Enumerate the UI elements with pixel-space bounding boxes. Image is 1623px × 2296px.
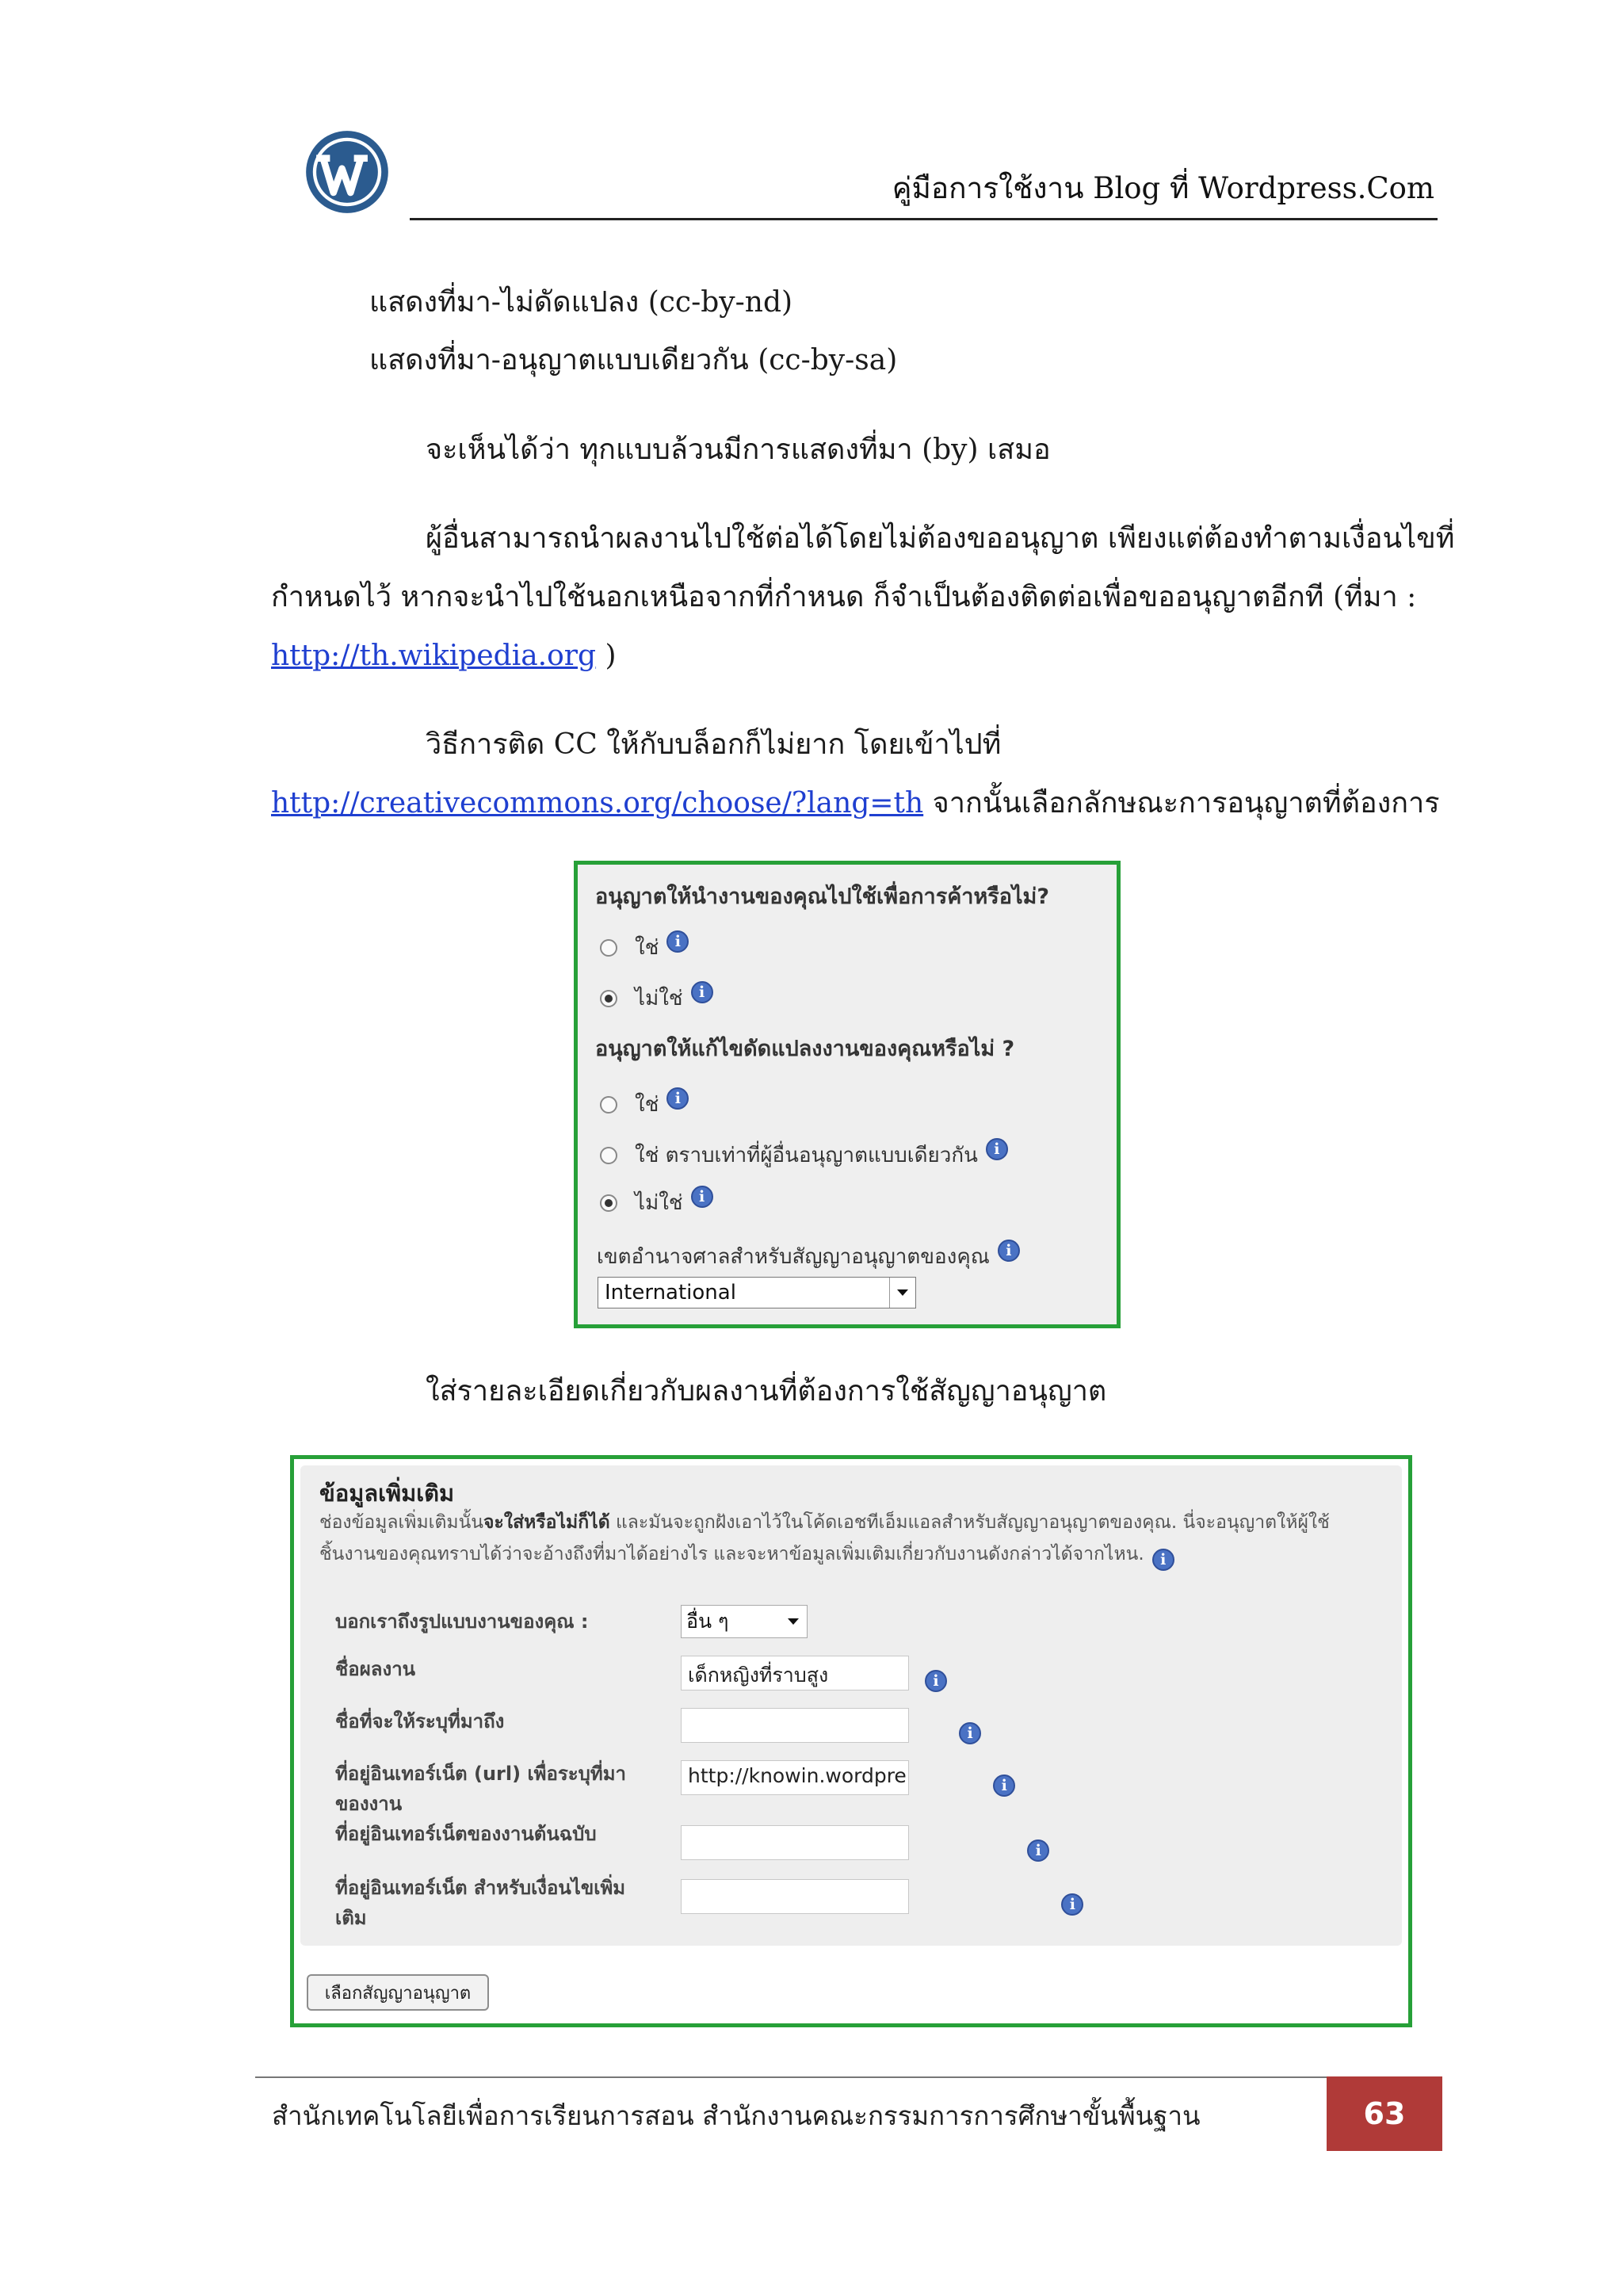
- choose-license-button[interactable]: เลือกสัญญาอนุญาต: [307, 1974, 489, 2011]
- creativecommons-link[interactable]: http://creativecommons.org/choose/?lang=th: [271, 787, 924, 819]
- source-suffix: ): [596, 640, 617, 672]
- more-permissions-label: ที่อยู่อินเทอร์เน็ต สำหรับเงื่อนไขเพิ่ม: [335, 1877, 626, 1899]
- jurisdiction-label: เขตอำนาจศาลสำหรับสัญญาอนุญาตของคุณ: [597, 1245, 990, 1269]
- info-icon[interactable]: i: [1152, 1549, 1174, 1571]
- modification-option-yes[interactable]: [600, 1088, 689, 1121]
- modification-yes-radio[interactable]: [600, 1096, 617, 1114]
- source-url-input[interactable]: [681, 1825, 909, 1860]
- jurisdiction-select[interactable]: [598, 1277, 916, 1308]
- attribution-url-label-2: ของงาน: [335, 1793, 403, 1815]
- additional-info-form: [300, 1465, 1402, 1946]
- desc-part-c: และมันจะถูกฝังเอาไว้ในโค้ดเอชทีเอ็มแอลสำหรับสัญญาอนุญาตของคุณ. นี่จะอนุญาตให้ผู้ใช้: [609, 1512, 1330, 1533]
- modification-sharealike-label: ใช่ ตราบเท่าที่ผู้อื่นอนุญาตแบบเดียวกัน: [635, 1144, 978, 1167]
- info-icon[interactable]: i: [925, 1670, 947, 1692]
- modification-no-label: ไม่ใช่: [635, 1191, 683, 1215]
- jurisdiction-row: [597, 1240, 1020, 1273]
- info-icon[interactable]: i: [691, 1186, 713, 1208]
- format-select[interactable]: [681, 1605, 808, 1638]
- license-options-panel: [574, 861, 1121, 1328]
- commercial-option-yes[interactable]: [600, 931, 689, 964]
- attribution-name-input[interactable]: [681, 1708, 909, 1743]
- wordpress-logo-icon: [304, 129, 390, 215]
- additional-info-title: ข้อมูลเพิ่มเติม: [319, 1480, 455, 1507]
- body-paragraph-line-1: ผู้อื่นสามารถนำผลงานไปใช้ต่อได้โดยไม่ต้องขออนุญาต เพียงแต่ต้องทำตามเงื่อนไขที่: [426, 522, 1455, 555]
- desc-part-b: จะใส่หรือไม่ก็ได้: [483, 1512, 610, 1533]
- desc-part-2: ชิ้นงานของคุณทราบได้ว่าจะอ้างถึงที่มาได้อย่างไร และจะหาข้อมูลเพิ่มเติมเกี่ยวกับงานดังกล่าวได้จากไหน.: [319, 1544, 1144, 1564]
- footer-text: สำนักเทคโนโลยีเพื่อการเรียนการสอน สำนักงานคณะกรรมการการศึกษาขั้นพื้นฐาน: [272, 2100, 1201, 2131]
- chevron-down-icon[interactable]: [889, 1278, 915, 1308]
- info-icon[interactable]: i: [666, 1087, 689, 1110]
- creativecommons-suffix: จากนั้นเลือกลักษณะการอนุญาตที่ต้องการ: [923, 787, 1440, 819]
- additional-info-desc-2: [319, 1538, 1174, 1570]
- wikipedia-link[interactable]: http://th.wikipedia.org: [271, 640, 597, 672]
- body-cc-howto: วิธีการติด CC ให้กับบล็อกก็ไม่ยาก โดยเข้าไปที่: [426, 728, 1002, 761]
- info-icon[interactable]: i: [1027, 1839, 1049, 1862]
- header-divider: [410, 218, 1438, 220]
- body-line-cc-by-nd: แสดงที่มา-ไม่ดัดแปลง (cc-by-nd): [369, 286, 793, 319]
- modification-yes-label: ใช่: [635, 1093, 659, 1117]
- modification-option-sharealike[interactable]: [600, 1139, 1008, 1171]
- commercial-no-label: ไม่ใช่: [635, 987, 683, 1010]
- info-icon[interactable]: i: [959, 1722, 981, 1744]
- body-line-cc-by-sa: แสดงที่มา-อนุญาตแบบเดียวกัน (cc-by-sa): [369, 344, 898, 376]
- modification-question: อนุญาตให้แก้ไขดัดแปลงงานของคุณหรือไม่ ?: [595, 1037, 1015, 1061]
- modification-option-no[interactable]: [600, 1186, 713, 1219]
- source-url-label: ที่อยู่อินเทอร์เน็ตของงานต้นฉบับ: [335, 1823, 597, 1845]
- commercial-option-no[interactable]: [600, 982, 713, 1014]
- info-icon[interactable]: i: [691, 981, 713, 1003]
- desc-part-a: ช่องข้อมูลเพิ่มเติมนั้น: [319, 1512, 484, 1533]
- attribution-url-label: ที่อยู่อินเทอร์เน็ต (url) เพื่อระบุที่มา: [335, 1763, 627, 1785]
- creativecommons-line: [271, 786, 1440, 820]
- more-permissions-label-2: เติม: [335, 1907, 367, 1929]
- format-value: อื่น ๆ: [686, 1610, 729, 1633]
- commercial-no-radio[interactable]: [600, 990, 617, 1007]
- modification-sharealike-radio[interactable]: [600, 1147, 617, 1164]
- body-paragraph-line-2: กำหนดไว้ หากจะนำไปใช้นอกเหนือจากที่กำหนด ก็จำเป็นต้องติดต่อเพื่อขออนุญาตอีกที (ที่มา :: [271, 581, 1417, 613]
- info-icon[interactable]: i: [993, 1775, 1015, 1797]
- commercial-yes-radio[interactable]: [600, 939, 617, 957]
- attribution-name-label: ชื่อที่จะให้ระบุที่มาถึง: [335, 1710, 505, 1733]
- work-title-label: ชื่อผลงาน: [335, 1658, 416, 1680]
- work-title-input[interactable]: เด็กหญิงที่ราบสูง: [681, 1656, 909, 1690]
- page-number: 63: [1327, 2076, 1442, 2151]
- commercial-use-question: อนุญาตให้นำงานของคุณไปใช้เพื่อการค้าหรือไม่?: [595, 884, 1049, 909]
- commercial-yes-label: ใช่: [635, 936, 659, 960]
- chevron-down-icon[interactable]: [788, 1618, 799, 1625]
- body-details-instruction: ใส่รายละเอียดเกี่ยวกับผลงานที่ต้องการใช้สัญญาอนุญาต: [426, 1375, 1107, 1408]
- more-permissions-input[interactable]: [681, 1879, 909, 1914]
- additional-info-panel: [290, 1455, 1412, 2027]
- body-line-by-note: จะเห็นได้ว่า ทุกแบบล้วนมีการแสดงที่มา (by) เสมอ: [426, 434, 1051, 466]
- attribution-url-input[interactable]: http://knowin.wordpre: [681, 1760, 909, 1795]
- additional-info-desc-1: [319, 1507, 1330, 1538]
- modification-no-radio[interactable]: [600, 1194, 617, 1212]
- source-line: [271, 639, 617, 673]
- document-header-title: คู่มือการใช้งาน Blog ที่ Wordpress.Com: [892, 171, 1434, 205]
- info-icon[interactable]: i: [998, 1240, 1020, 1262]
- info-icon[interactable]: i: [1061, 1893, 1083, 1916]
- info-icon[interactable]: i: [666, 930, 689, 953]
- format-label: บอกเราถึงรูปแบบงานของคุณ :: [335, 1610, 589, 1633]
- footer-divider: [255, 2076, 1439, 2078]
- jurisdiction-value: International: [605, 1281, 736, 1305]
- info-icon[interactable]: i: [986, 1138, 1008, 1160]
